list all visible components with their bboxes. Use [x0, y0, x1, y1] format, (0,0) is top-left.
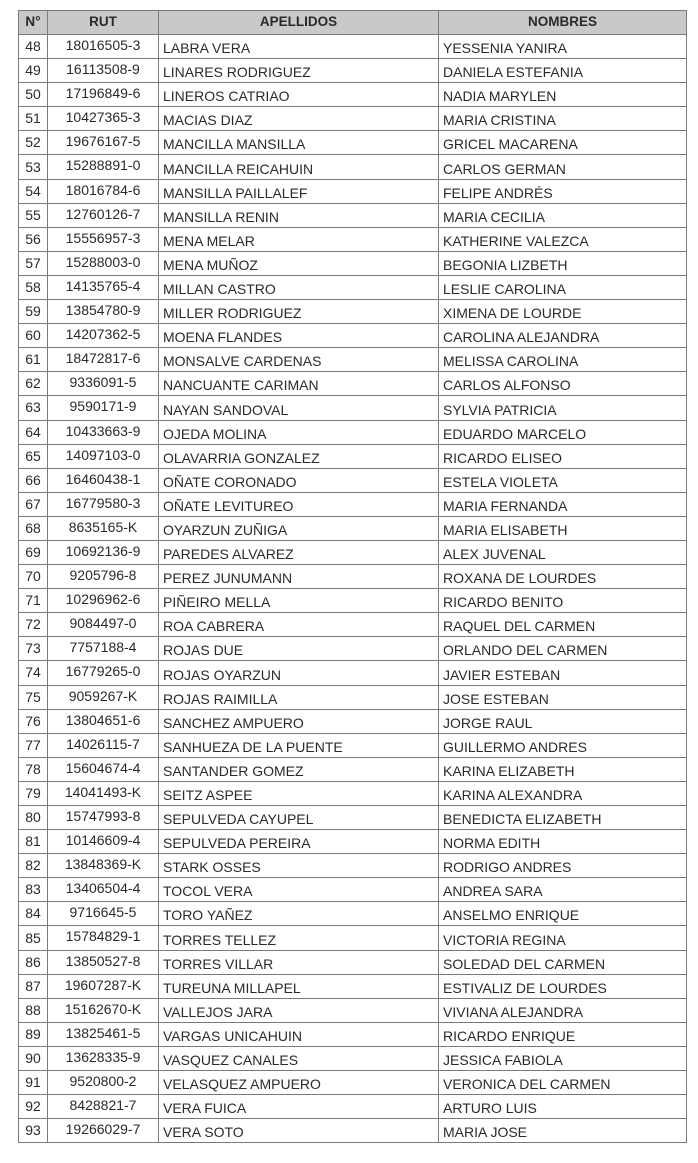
table-row — [19, 854, 687, 878]
nombres-cell: RICARDO ENRIQUE — [439, 1022, 687, 1046]
rut-cell: 9716645-5 — [48, 902, 159, 926]
rut-cell: 14026115-7 — [48, 733, 159, 757]
apellidos-cell: MANSILLA PAILLALEF — [159, 179, 439, 203]
table-row — [19, 468, 687, 492]
rut-cell: 8428821-7 — [48, 1095, 159, 1119]
nombres-cell: ANDREA SARA — [439, 878, 687, 902]
nombres-cell: MARIA FERNANDA — [439, 492, 687, 516]
table-row — [19, 565, 687, 589]
nombres-cell: ESTELA VIOLETA — [439, 468, 687, 492]
rut-cell: 10427365-3 — [48, 107, 159, 131]
rut-cell: 7757188-4 — [48, 637, 159, 661]
nombres-cell: VIVIANA ALEJANDRA — [439, 998, 687, 1022]
row-number: 57 — [19, 251, 48, 275]
nombres-cell: EDUARDO MARCELO — [439, 420, 687, 444]
table-row — [19, 275, 687, 299]
table-row — [19, 372, 687, 396]
table-row — [19, 781, 687, 805]
nombres-cell: FELIPE ANDRÉS — [439, 179, 687, 203]
nombres-cell: DANIELA ESTEFANIA — [439, 59, 687, 83]
table-row — [19, 637, 687, 661]
nombres-cell: RODRIGO ANDRES — [439, 854, 687, 878]
table-row — [19, 661, 687, 685]
rut-cell: 13825461-5 — [48, 1022, 159, 1046]
row-number: 74 — [19, 661, 48, 685]
nombres-cell: VERONICA DEL CARMEN — [439, 1071, 687, 1095]
row-number: 69 — [19, 540, 48, 564]
apellidos-cell: OLAVARRIA GONZALEZ — [159, 444, 439, 468]
apellidos-cell: NAYAN SANDOVAL — [159, 396, 439, 420]
rut-cell: 10692136-9 — [48, 540, 159, 564]
row-number: 65 — [19, 444, 48, 468]
row-number: 86 — [19, 950, 48, 974]
rut-cell: 13406504-4 — [48, 878, 159, 902]
rut-cell: 16460438-1 — [48, 468, 159, 492]
rut-cell: 15162670-K — [48, 998, 159, 1022]
apellidos-cell: SANTANDER GOMEZ — [159, 757, 439, 781]
table-row — [19, 348, 687, 372]
apellidos-cell: OYARZUN ZUÑIGA — [159, 516, 439, 540]
row-number: 89 — [19, 1022, 48, 1046]
table-row — [19, 203, 687, 227]
apellidos-cell: TORRES TELLEZ — [159, 926, 439, 950]
row-number: 56 — [19, 227, 48, 251]
row-number: 85 — [19, 926, 48, 950]
apellidos-cell: SANHUEZA DE LA PUENTE — [159, 733, 439, 757]
nombres-cell: ESTIVALIZ DE LOURDES — [439, 974, 687, 998]
rut-cell: 15747993-8 — [48, 806, 159, 830]
table-row — [19, 1046, 687, 1070]
row-number: 51 — [19, 107, 48, 131]
rut-cell: 10296962-6 — [48, 589, 159, 613]
apellidos-cell: MILLER RODRIGUEZ — [159, 300, 439, 324]
row-number: 49 — [19, 59, 48, 83]
header-apellidos: APELLIDOS — [159, 11, 439, 35]
nombres-cell: ORLANDO DEL CARMEN — [439, 637, 687, 661]
rut-cell: 18016784-6 — [48, 179, 159, 203]
apellidos-cell: STARK OSSES — [159, 854, 439, 878]
nombres-cell: JESSICA FABIOLA — [439, 1046, 687, 1070]
apellidos-cell: TUREUNA MILLAPEL — [159, 974, 439, 998]
apellidos-cell: MONSALVE CARDENAS — [159, 348, 439, 372]
row-number: 58 — [19, 275, 48, 299]
row-number: 64 — [19, 420, 48, 444]
nombres-cell: RICARDO BENITO — [439, 589, 687, 613]
nombres-cell: JORGE RAUL — [439, 709, 687, 733]
row-number: 71 — [19, 589, 48, 613]
apellidos-cell: VASQUEZ CANALES — [159, 1046, 439, 1070]
nombres-cell: RICARDO ELISEO — [439, 444, 687, 468]
nombres-cell: SOLEDAD DEL CARMEN — [439, 950, 687, 974]
nombres-cell: MARIA CRISTINA — [439, 107, 687, 131]
nombres-cell: GUILLERMO ANDRES — [439, 733, 687, 757]
nombres-cell: JAVIER ESTEBAN — [439, 661, 687, 685]
rut-cell: 19607287-K — [48, 974, 159, 998]
table-row — [19, 227, 687, 251]
row-number: 62 — [19, 372, 48, 396]
rut-cell: 10433663-9 — [48, 420, 159, 444]
row-number: 77 — [19, 733, 48, 757]
table-row — [19, 59, 687, 83]
table-row — [19, 685, 687, 709]
rut-cell: 15784829-1 — [48, 926, 159, 950]
table-row — [19, 420, 687, 444]
nombres-cell: MELISSA CAROLINA — [439, 348, 687, 372]
nombres-cell: MARIA CECILIA — [439, 203, 687, 227]
apellidos-cell: NANCUANTE CARIMAN — [159, 372, 439, 396]
rut-cell: 15604674-4 — [48, 757, 159, 781]
header-rut: RUT — [48, 11, 159, 35]
table-row — [19, 83, 687, 107]
nombres-cell: KARINA ELIZABETH — [439, 757, 687, 781]
nombres-cell: ANSELMO ENRIQUE — [439, 902, 687, 926]
row-number: 63 — [19, 396, 48, 420]
nombres-cell: SYLVIA PATRICIA — [439, 396, 687, 420]
table-row — [19, 878, 687, 902]
apellidos-cell: TORRES VILLAR — [159, 950, 439, 974]
rut-cell: 13854780-9 — [48, 300, 159, 324]
row-number: 79 — [19, 781, 48, 805]
row-number: 78 — [19, 757, 48, 781]
nombres-cell: CARLOS ALFONSO — [439, 372, 687, 396]
rut-cell: 9205796-8 — [48, 565, 159, 589]
row-number: 84 — [19, 902, 48, 926]
nombres-cell: KARINA ALEXANDRA — [439, 781, 687, 805]
row-number: 72 — [19, 613, 48, 637]
apellidos-cell: TOCOL VERA — [159, 878, 439, 902]
row-number: 50 — [19, 83, 48, 107]
rut-cell: 17196849-6 — [48, 83, 159, 107]
rut-cell: 12760126-7 — [48, 203, 159, 227]
apellidos-cell: MACIAS DIAZ — [159, 107, 439, 131]
rut-cell: 13804651-6 — [48, 709, 159, 733]
rut-cell: 19266029-7 — [48, 1119, 159, 1143]
row-number: 87 — [19, 974, 48, 998]
table-row — [19, 733, 687, 757]
table-row — [19, 709, 687, 733]
nombres-cell: NORMA EDITH — [439, 830, 687, 854]
row-number: 90 — [19, 1046, 48, 1070]
apellidos-cell: MILLAN CASTRO — [159, 275, 439, 299]
row-number: 66 — [19, 468, 48, 492]
nombres-cell: XIMENA DE LOURDE — [439, 300, 687, 324]
apellidos-cell: VERA FUICA — [159, 1095, 439, 1119]
row-number: 80 — [19, 806, 48, 830]
table-body — [19, 35, 687, 1143]
apellidos-cell: TORO YAÑEZ — [159, 902, 439, 926]
table-row — [19, 1022, 687, 1046]
rut-cell: 14207362-5 — [48, 324, 159, 348]
nombres-cell: NADIA MARYLEN — [439, 83, 687, 107]
table-row — [19, 806, 687, 830]
rut-cell: 13628335-9 — [48, 1046, 159, 1070]
row-number: 93 — [19, 1119, 48, 1143]
rut-cell: 8635165-K — [48, 516, 159, 540]
table-row — [19, 516, 687, 540]
header-row — [19, 11, 687, 35]
table-row — [19, 155, 687, 179]
apellidos-cell: ROJAS OYARZUN — [159, 661, 439, 685]
table-row — [19, 300, 687, 324]
row-number: 76 — [19, 709, 48, 733]
table-row — [19, 1119, 687, 1143]
table-row — [19, 251, 687, 275]
rut-cell: 9520800-2 — [48, 1071, 159, 1095]
apellidos-cell: LINARES RODRIGUEZ — [159, 59, 439, 83]
rut-cell: 9084497-0 — [48, 613, 159, 637]
rut-cell: 13848369-K — [48, 854, 159, 878]
apellidos-cell: MOENA FLANDES — [159, 324, 439, 348]
apellidos-cell: MANCILLA REICAHUIN — [159, 155, 439, 179]
nombres-cell: MARIA JOSE — [439, 1119, 687, 1143]
row-number: 61 — [19, 348, 48, 372]
row-number: 75 — [19, 685, 48, 709]
nombres-cell: ALEX JUVENAL — [439, 540, 687, 564]
apellidos-cell: PIÑEIRO MELLA — [159, 589, 439, 613]
nombres-cell: MARIA ELISABETH — [439, 516, 687, 540]
nombres-cell: JOSE ESTEBAN — [439, 685, 687, 709]
rut-cell: 16779580-3 — [48, 492, 159, 516]
apellidos-cell: MANSILLA RENIN — [159, 203, 439, 227]
apellidos-cell: MENA MELAR — [159, 227, 439, 251]
rut-cell: 16113508-9 — [48, 59, 159, 83]
table-row — [19, 131, 687, 155]
table-row — [19, 926, 687, 950]
row-number: 55 — [19, 203, 48, 227]
apellidos-cell: VELASQUEZ AMPUERO — [159, 1071, 439, 1095]
apellidos-cell: OÑATE LEVITUREO — [159, 492, 439, 516]
row-number: 70 — [19, 565, 48, 589]
rut-cell: 13850527-8 — [48, 950, 159, 974]
table-row — [19, 1095, 687, 1119]
table-row — [19, 540, 687, 564]
rut-cell: 14041493-K — [48, 781, 159, 805]
row-number: 83 — [19, 878, 48, 902]
row-number: 59 — [19, 300, 48, 324]
table-header — [19, 11, 687, 35]
apellidos-cell: VALLEJOS JARA — [159, 998, 439, 1022]
apellidos-cell: OÑATE CORONADO — [159, 468, 439, 492]
table-row — [19, 492, 687, 516]
table-row — [19, 974, 687, 998]
table-row — [19, 902, 687, 926]
apellidos-cell: ROA CABRERA — [159, 613, 439, 637]
table-row — [19, 589, 687, 613]
apellidos-cell: PEREZ JUNUMANN — [159, 565, 439, 589]
row-number: 54 — [19, 179, 48, 203]
nombres-cell: RAQUEL DEL CARMEN — [439, 613, 687, 637]
header-nombres: NOMBRES — [439, 11, 687, 35]
nombres-cell: YESSENIA YANIRA — [439, 35, 687, 59]
nombres-cell: CARLOS GERMAN — [439, 155, 687, 179]
table-row — [19, 179, 687, 203]
row-number: 88 — [19, 998, 48, 1022]
rut-cell: 15556957-3 — [48, 227, 159, 251]
apellidos-cell: VERA SOTO — [159, 1119, 439, 1143]
row-number: 92 — [19, 1095, 48, 1119]
apellidos-cell: PAREDES ALVAREZ — [159, 540, 439, 564]
apellidos-cell: LABRA VERA — [159, 35, 439, 59]
rut-cell: 14135765-4 — [48, 275, 159, 299]
row-number: 68 — [19, 516, 48, 540]
table-row — [19, 950, 687, 974]
apellidos-cell: ROJAS DUE — [159, 637, 439, 661]
rut-cell: 18472817-6 — [48, 348, 159, 372]
apellidos-cell: SEPULVEDA PEREIRA — [159, 830, 439, 854]
rut-cell: 16779265-0 — [48, 661, 159, 685]
row-number: 60 — [19, 324, 48, 348]
row-number: 52 — [19, 131, 48, 155]
row-number: 53 — [19, 155, 48, 179]
rut-cell: 9059267-K — [48, 685, 159, 709]
apellidos-cell: MENA MUÑOZ — [159, 251, 439, 275]
rut-cell: 15288003-0 — [48, 251, 159, 275]
apellidos-cell: ROJAS RAIMILLA — [159, 685, 439, 709]
apellidos-cell: LINEROS CATRIAO — [159, 83, 439, 107]
nombres-cell: VICTORIA REGINA — [439, 926, 687, 950]
row-number: 82 — [19, 854, 48, 878]
table-row — [19, 1071, 687, 1095]
row-number: 91 — [19, 1071, 48, 1095]
table-row — [19, 396, 687, 420]
apellidos-cell: VARGAS UNICAHUIN — [159, 1022, 439, 1046]
rut-cell: 9590171-9 — [48, 396, 159, 420]
nombres-cell: BEGONIA LIZBETH — [439, 251, 687, 275]
table-row — [19, 444, 687, 468]
table-row — [19, 830, 687, 854]
row-number: 48 — [19, 35, 48, 59]
row-number: 81 — [19, 830, 48, 854]
roster-table — [18, 10, 687, 1143]
apellidos-cell: SEITZ ASPEE — [159, 781, 439, 805]
apellidos-cell: SANCHEZ AMPUERO — [159, 709, 439, 733]
table-row — [19, 107, 687, 131]
apellidos-cell: OJEDA MOLINA — [159, 420, 439, 444]
apellidos-cell: SEPULVEDA CAYUPEL — [159, 806, 439, 830]
nombres-cell: KATHERINE VALEZCA — [439, 227, 687, 251]
table-row — [19, 613, 687, 637]
header-number: N° — [19, 11, 48, 35]
table-row — [19, 35, 687, 59]
nombres-cell: ARTURO LUIS — [439, 1095, 687, 1119]
apellidos-cell: MANCILLA MANSILLA — [159, 131, 439, 155]
nombres-cell: GRICEL MACARENA — [439, 131, 687, 155]
table-row — [19, 757, 687, 781]
table-row — [19, 998, 687, 1022]
rut-cell: 9336091-5 — [48, 372, 159, 396]
rut-cell: 19676167-5 — [48, 131, 159, 155]
nombres-cell: CAROLINA ALEJANDRA — [439, 324, 687, 348]
rut-cell: 18016505-3 — [48, 35, 159, 59]
rut-cell: 10146609-4 — [48, 830, 159, 854]
rut-cell: 14097103-0 — [48, 444, 159, 468]
row-number: 67 — [19, 492, 48, 516]
nombres-cell: ROXANA DE LOURDES — [439, 565, 687, 589]
nombres-cell: LESLIE CAROLINA — [439, 275, 687, 299]
table-row — [19, 324, 687, 348]
rut-cell: 15288891-0 — [48, 155, 159, 179]
row-number: 73 — [19, 637, 48, 661]
nombres-cell: BENEDICTA ELIZABETH — [439, 806, 687, 830]
